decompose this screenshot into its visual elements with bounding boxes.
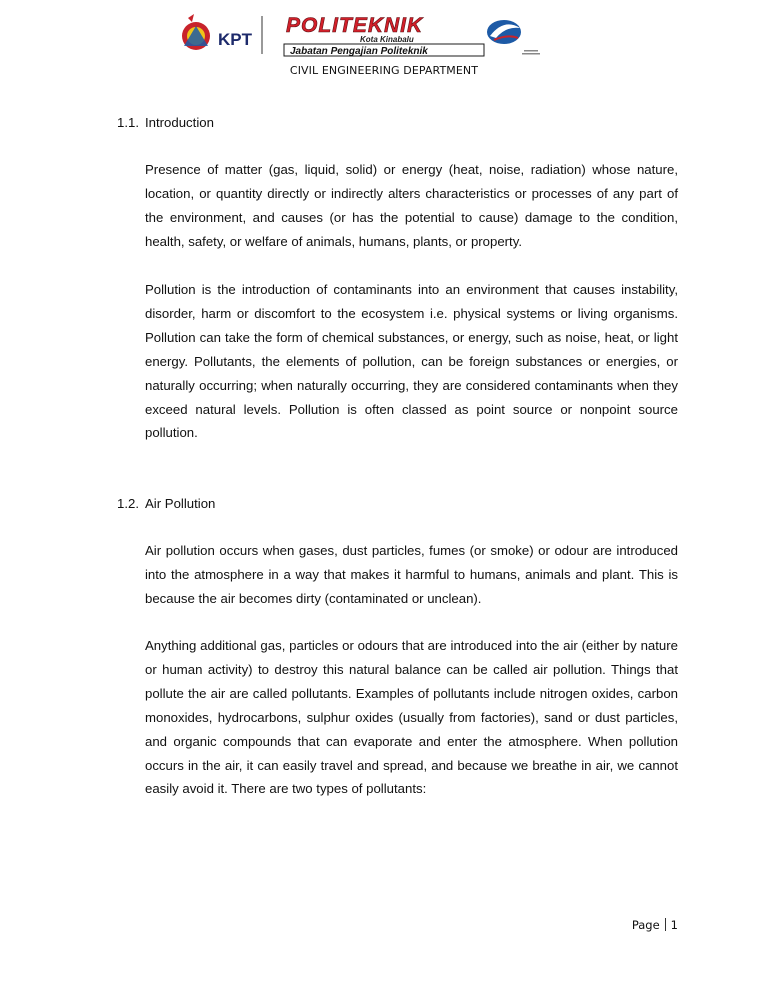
department-title: CIVIL ENGINEERING DEPARTMENT <box>289 64 479 77</box>
section-heading-introduction <box>117 115 214 130</box>
jpp-emblem-icon <box>487 20 540 55</box>
logo-main-title: POLITEKNIK <box>286 14 424 37</box>
section-number: 1.1. <box>117 115 139 130</box>
paragraph: Pollution is the introduction of contaminants into an environment that causes instability, disorder, harm or discomfort to the ecosystem i.e. physical systems or living organisms. Pollution can take the form of chemical substances, or energy, such as noise, heat, or light energy. Pollutants, the elements of pollution, can be foreign substances or energies, or naturally occurring; when naturally occurring, they are considered contaminants when they exceed natural levels. Pollution is often classed as point source or nonpoint source pollution. <box>145 282 678 441</box>
kpt-emblem-icon <box>182 14 210 50</box>
section-title: Air Pollution <box>145 496 216 511</box>
section-heading-air-pollution <box>117 496 215 511</box>
paragraph: Presence of matter (gas, liquid, solid) or energy (heat, noise, radiation) whose nature, location, or quantity directly or indirectly alters characteristics or processes of any part of the environment, and causes (or has the potential to cause) damage to the condition, health, safety, or welfare of animals, humans, plants, or property. <box>145 162 678 249</box>
section-number: 1.2. <box>117 496 139 511</box>
header-logos <box>178 12 544 58</box>
footer-divider <box>665 918 666 931</box>
logo-subtitle: Kota Kinabalu <box>360 35 414 44</box>
page-label: Page <box>631 918 660 932</box>
section-title: Introduction <box>145 115 214 130</box>
page-number: 1 <box>670 918 678 932</box>
logo-banner-text: Jabatan Pengajian Politeknik <box>290 46 428 57</box>
paragraph: Air pollution occurs when gases, dust particles, fumes (or smoke) or odour are introduced into the atmosphere in a way that makes it harmful to humans, animals and plant. This is because the air becomes dirty (contaminated or unclean). <box>145 543 678 606</box>
paragraph: Anything additional gas, particles or odours that are introduced into the air (either by nature or human activity) to destroy this natural balance can be called air pollution. Things that pollute the air are called pollutants. Examples of pollutants include nitrogen oxides, carbon monoxides, hydrocarbons, sulphur oxides (usually from factories), sand or dust particles, and organic compounds that can evaporate and enter the atmosphere. When pollution occurs in the air, it can easily travel and spread, and because we breathe in air, we cannot easily avoid it. There are two types of pollutants: <box>145 638 678 797</box>
logo-kpt-text: KPT <box>218 30 252 49</box>
page-footer <box>590 918 678 932</box>
logo-banner-graphic <box>178 12 544 58</box>
